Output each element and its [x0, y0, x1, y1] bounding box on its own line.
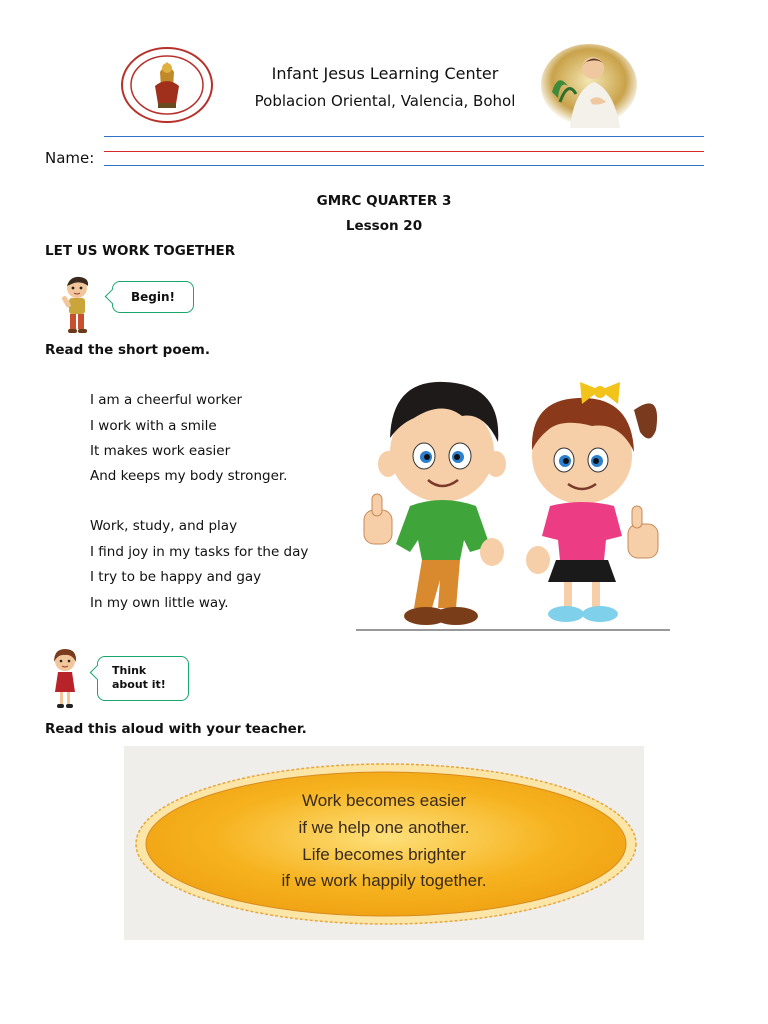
- girl-figure: [526, 382, 658, 622]
- poem-line: Work, study, and play: [90, 518, 238, 534]
- oval-saying-photo: [124, 746, 644, 940]
- poem-line: And keeps my body stronger.: [90, 468, 288, 484]
- poem-line: I find joy in my tasks for the day: [90, 544, 309, 560]
- girl-mascot-icon: [44, 646, 86, 710]
- bubble-tail: [90, 665, 106, 681]
- name-rule-middle: [104, 151, 704, 152]
- oval-line: if we work happily together.: [281, 871, 487, 890]
- school-logo: [120, 46, 214, 124]
- think-bubble: [97, 656, 189, 701]
- read-aloud-instruction: Read this aloud with your teacher.: [45, 721, 307, 737]
- poem-instruction: Read the short poem.: [45, 342, 210, 358]
- think-label: [112, 664, 166, 692]
- poem-line: It makes work easier: [90, 443, 231, 459]
- poem-line: In my own little way.: [90, 595, 229, 611]
- oval-line: Life becomes brighter: [302, 845, 466, 864]
- name-rule-top: [104, 136, 704, 137]
- section-title: LET US WORK TOGETHER: [45, 243, 236, 259]
- lesson-heading: Lesson 20: [345, 218, 423, 234]
- bubble-tail: [105, 289, 121, 305]
- begin-label: Begin!: [131, 290, 176, 304]
- poem-line: I try to be happy and gay: [90, 569, 262, 585]
- subject-heading: GMRC QUARTER 3: [316, 193, 452, 209]
- think-label-line: Think: [112, 664, 147, 677]
- poem-line: I am a cheerful worker: [90, 392, 243, 408]
- oval-line: Work becomes easier: [301, 791, 467, 810]
- boy-figure: [364, 382, 506, 625]
- school-address: Poblacion Oriental, Valencia, Bohol: [254, 92, 516, 110]
- poem-line: I work with a smile: [90, 418, 217, 434]
- school-name: Infant Jesus Learning Center: [271, 64, 499, 83]
- name-label: Name:: [45, 149, 95, 167]
- saint-portrait: [538, 42, 640, 128]
- oval-shape: [124, 746, 644, 940]
- kids-thumbs-up-illustration: [352, 360, 674, 632]
- think-label-line: about it!: [112, 678, 166, 691]
- name-rule-bottom: [104, 165, 704, 166]
- oval-line: if we help one another.: [298, 818, 470, 837]
- begin-bubble: [112, 281, 194, 313]
- boy-mascot-icon: [54, 274, 100, 336]
